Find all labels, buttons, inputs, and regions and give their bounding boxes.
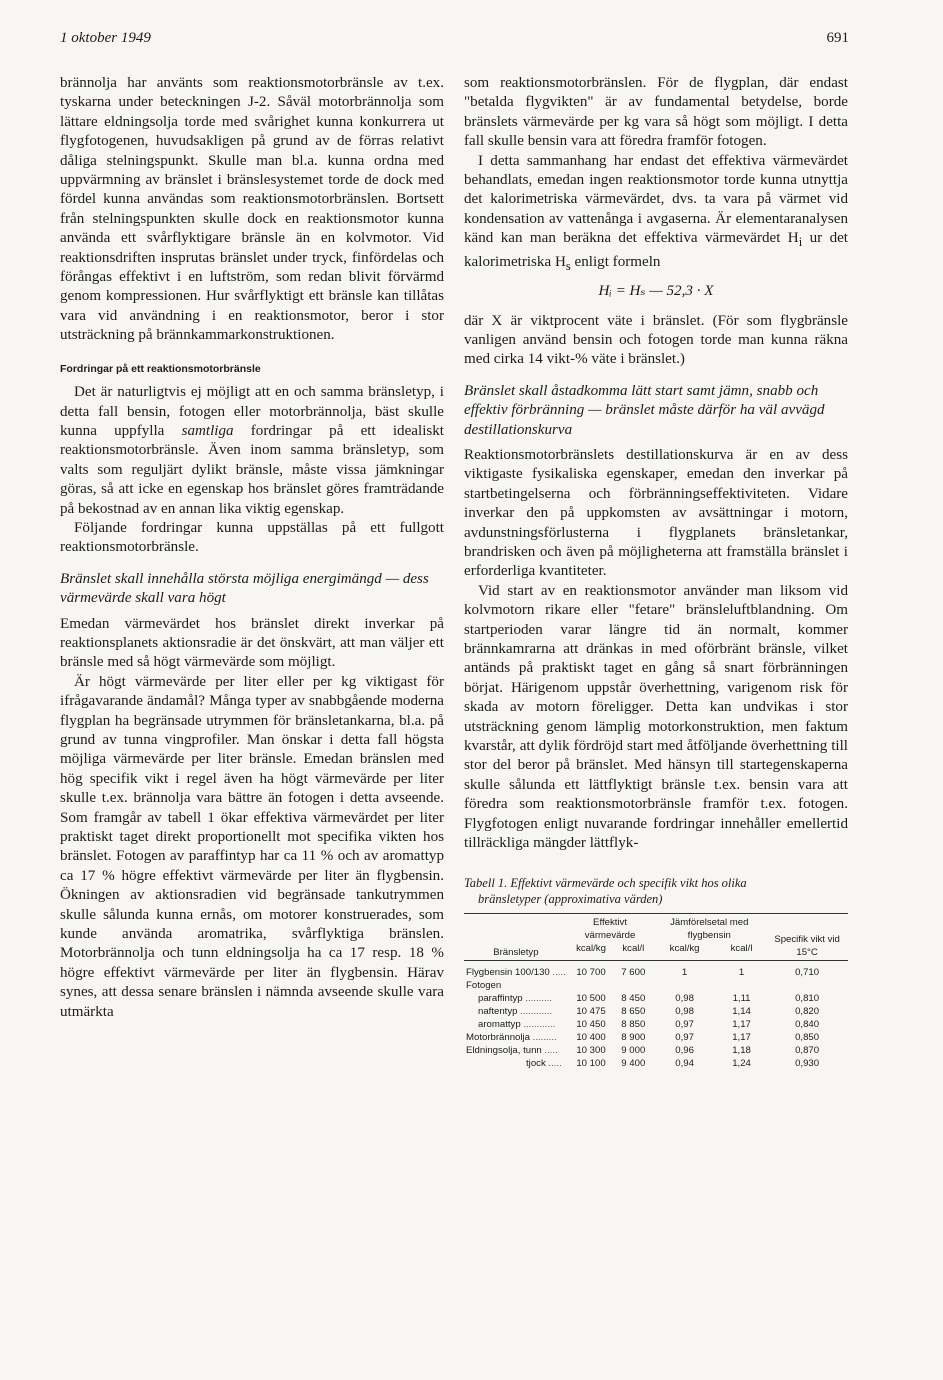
fuel-table (464, 913, 848, 1070)
cell-sw (766, 980, 848, 993)
cell-ckg: 0,97 (675, 1018, 694, 1030)
cell-cl: 1,11 (732, 993, 751, 1004)
paragraph: brännolja har använts som reaktionsmotorbränsle av t.ex. tyskarna under beteckningen J-2. Såväl motorbrännolja som lättare eldningsolja torde med svårighet kunna konkurrera ut flygfotogenen, huvudsakligen på grund av de förras relativt dåliga stelningspunkt. Skulle man bl.a. kunna ordna med uppvärmning av bränslet i bränslesystemet torde de dock med fördel kunna användas som reaktionsmotorbränslen. Bortsett från stelningspunkten skulle dock en reaktionsmotor kunna använda ett svårflyktigare bränsle än en kolvmotor. Vid reaktionsdriften insprutas bränslet under tryck, finfördelas och förångas effektivt i en luftström, som redan blivit förvärmd genom kompressionen. Hur svårflyktigt ett bränsle kan tillåtas vara vid användning i en reaktionsmotor, beror i stor utsträckning på brännkammarkonstruktionen. (60, 75, 444, 344)
section-heading: Fordringar på ett reaktionsmotorbränsle (60, 362, 261, 375)
cell-cl: 1,17 (732, 1031, 751, 1043)
cell-fuel-name: Fotogen (466, 980, 502, 992)
page-header (60, 30, 849, 54)
col-header-eff: Effektivt värmevärde (568, 914, 653, 943)
right-column (464, 74, 848, 1070)
cell-ckg: 0,98 (675, 1005, 694, 1017)
table-row (464, 961, 848, 980)
cell-fuel-name: Motorbrännolja ......... (466, 1031, 557, 1043)
table-row (464, 1045, 848, 1058)
table-row (464, 1032, 848, 1045)
paragraph: Reaktionsmotorbränslets destillationskurva är en av dess viktigaste fysikaliska egenskaper, emedan den inverkar på startbetingelserna och förbränningseffektiviteten. Vidare inverkar den på uppkomsten av avsättningar i motorn, avdunstningsförlusterna i flygplanets bränsletankar, brandrisken och även på möjligheterna att framställa bränslet i erforderliga kvantiteter. (464, 446, 848, 580)
cell-l: 8 450 (621, 993, 646, 1004)
table-caption: Tabell 1. Effektivt värmevärde och specifik vikt hos olika bränsletyper (approximativa värden) (464, 876, 747, 907)
cell-kg: 10 300 (576, 1044, 606, 1056)
cell-cl: 1,18 (732, 1044, 751, 1056)
italic-heading: Bränslet skall åstadkomma lätt start samt jämn, snabb och effektiv förbränning — bränslet måste därför ha väl avvägd destillationskurva (464, 382, 825, 438)
cell-l: 7 600 (621, 967, 646, 979)
cell-sw: 0,870 (795, 1044, 820, 1056)
cell-kg: 10 500 (576, 993, 606, 1004)
page-number: 691 (826, 30, 849, 46)
cell-ckg: 1 (681, 967, 688, 979)
col-header-eff-kg: kcal/kg (568, 943, 615, 960)
table-row (464, 1006, 848, 1019)
cell-sw: 0,850 (795, 1031, 820, 1043)
cell-l: 8 850 (621, 1018, 646, 1030)
italic-heading: Bränslet skall innehålla största möjliga energimängd — dess värmevärde skall vara högt (60, 570, 429, 607)
table-row (464, 1058, 848, 1071)
cell-l: 8 900 (621, 1031, 646, 1043)
cell-ckg: 0,94 (675, 1057, 694, 1069)
formula: Hᵢ = Hₛ — 52,3 · X (598, 283, 714, 300)
cell-fuel-name: tjock ..... (526, 1057, 562, 1069)
cell-fuel-name: naftentyp ............ (478, 1005, 553, 1017)
cell-fuel-name: paraffintyp .......... (478, 993, 552, 1004)
paragraph: Följande fordringar kunna uppställas på ett fullgott reaktionsmotorbränsle. (60, 519, 444, 556)
col-header-cmp-kg: kcal/kg (652, 943, 717, 960)
left-column (60, 74, 444, 1022)
paragraph: Är högt värmevärde per liter eller per kg viktigast för ifrågavarande ändamål? Många typer av snabbgående moderna flygplan ha begränsade utrymmen för bränsletankarna, bl.a. på grund av tunna vingprofiler. Man önskar i detta fall högsta möjliga värmevärde per liter bränsle. Emedan bränslen med hög specifik vikt i regel även ha högt värmevärde per liter skulle t.ex. brännolja vara bättre än fotogen i detta avseende. Som framgår av tabell 1 ökar effektiva värmevärdet per liter praktiskt taget direkt proportionellt mot specifika vikten hos bränslet. Fotogen av paraffintyp har ca 11 % och av aromattyp ca 17 % högre effektivt värmevärde per liter än flygbensin. Ökningen av aktionsradien vid begränsade tankutrymmen skulle sålunda kunna ernås, om motorer konstruerades, som kunde använda aromatrika, svårflyktiga bränslen. Motorbrännolja och tunn eldningsolja ha ca 17 resp. 18 % högre effektivt värmevärde per liter än flygbensin. Härav synes, att dessa senare bränslen i nämnda avseende skulle vara utmärkta (60, 673, 444, 1020)
paragraph: där X är viktprocent väte i bränslet. (För som flygbränsle vanligen använd bensin och fotogen torde man kunna räkna med cirka 14 vikt-% väte i bränslet.) (464, 312, 848, 368)
paragraph: Emedan värmevärdet hos bränslet direkt inverkar på reaktionsplanets aktionsradie är det önskvärt, att man väljer ett bränsle med så högt värmevärde som möjligt. (60, 615, 444, 671)
cell-l: 8 650 (621, 1005, 646, 1017)
col-header-cmp-l: kcal/l (717, 943, 766, 960)
table-row (464, 980, 848, 993)
cell-sw: 0,820 (795, 1005, 820, 1017)
emphasis: samtliga (181, 422, 234, 439)
cell-cl: 1,14 (732, 1005, 751, 1017)
paragraph: Det är naturligtvis ej möjligt att en och samma bränsletyp, i detta fall bensin, fotogen eller motorbrännolja, bäst skulle kunna uppfylla samtliga fordringar på ett idealiskt reaktionsmotorbränsle. Även inom samma bränsletyp, som valts som reguljärt dylikt bränsle, måste vissa jämkningar göras, så att icke en egenskap hos bränslet göres framträdande på bekostnad av en annan lika viktig egenskap. (60, 384, 444, 517)
cell-fuel-name: aromattyp ............ (478, 1018, 556, 1030)
cell-sw: 0,840 (795, 1018, 820, 1030)
col-header-cmp: Jämförelsetal med flygbensin (652, 914, 766, 943)
cell-sw: 0,710 (795, 967, 820, 979)
cell-l: 9 400 (621, 1057, 646, 1069)
cell-ckg: 0,98 (675, 993, 694, 1004)
table-row (464, 1019, 848, 1032)
cell-kg: 10 400 (576, 1031, 606, 1043)
cell-cl: 1 (738, 967, 745, 979)
cell-cl: 1,17 (732, 1018, 751, 1030)
paragraph: Vid start av en reaktionsmotor använder man liksom vid kolvmotorn rikare eller "fetare" bränsleluftblandning. Om startperioden varar längre tid än normalt, kommer brännkamrarna att dränkas in med oförbränt bränsle, vilket antänds på praktiskt taget en gång så snart förbränningen börjat. Härigenom uppstår överhettning, varigenom risk för skada av motorn föreligger. Detta kan undvikas i stor utsträckning genom lämplig motorkonstruktion, men faktum kvarstår, att dylik fördröjd start med åtföljande överhettning till stor del beror på bränslet. Med hänsyn till startegenskaperna skulle sålunda ett lättflyktigt bränsle t.ex. bensin vara att föredra som reaktionsmotorbränsle framför t.ex. fotogen. Flygfotogen enligt nuvarande fordringar innehåller emellertid tillräckliga mängder lättflyk- (464, 582, 848, 852)
cell-kg: 10 475 (576, 1005, 606, 1017)
cell-sw: 0,930 (795, 1057, 820, 1069)
cell-ckg: 0,97 (675, 1031, 694, 1043)
cell-kg: 10 450 (576, 1018, 606, 1030)
col-header-eff-l: kcal/l (614, 943, 652, 960)
cell-cl: 1,24 (732, 1057, 751, 1069)
header-date: 1 oktober 1949 (60, 30, 151, 46)
cell-fuel-name: Eldningsolja, tunn ..... (466, 1044, 558, 1056)
table-row (464, 993, 848, 1006)
paragraph: som reaktionsmotorbränslen. För de flygplan, där endast "betalda flygvikten" är av fundamental betydelse, borde bränslets värmevärde per kg vara så högt som möjligt. I detta fall skulle bensin vara att föredra framför fotogen. (464, 75, 848, 150)
cell-kg (568, 980, 615, 993)
cell-kg: 10 100 (576, 1057, 606, 1069)
cell-cl (717, 980, 766, 993)
cell-ckg: 0,96 (675, 1044, 694, 1056)
cell-l: 9 000 (621, 1044, 646, 1056)
cell-ckg (652, 980, 717, 993)
col-header-spec: Specifik vikt vid 15°C (766, 914, 848, 961)
cell-sw: 0,810 (795, 993, 820, 1004)
cell-fuel-name: Flygbensin 100/130 ..... (466, 967, 566, 979)
cell-kg: 10 700 (576, 967, 606, 979)
col-header-fuel: Bränsletyp (464, 914, 568, 961)
cell-l (614, 980, 652, 993)
paragraph: I detta sammanhang har endast det effektiva värmevärdet behandlats, emedan ingen reaktionsmotor torde kunna utnyttja det kalorimetriska värmevärdet, dvs. ta vara på värmet vid kondensation av vattenånga i avgaserna. Är elementaranalysen känd kan man beräkna det effektiva värmevärdet $H_i$ ur det kalorimetriska $H_s$ enligt formeln (464, 152, 849, 273)
